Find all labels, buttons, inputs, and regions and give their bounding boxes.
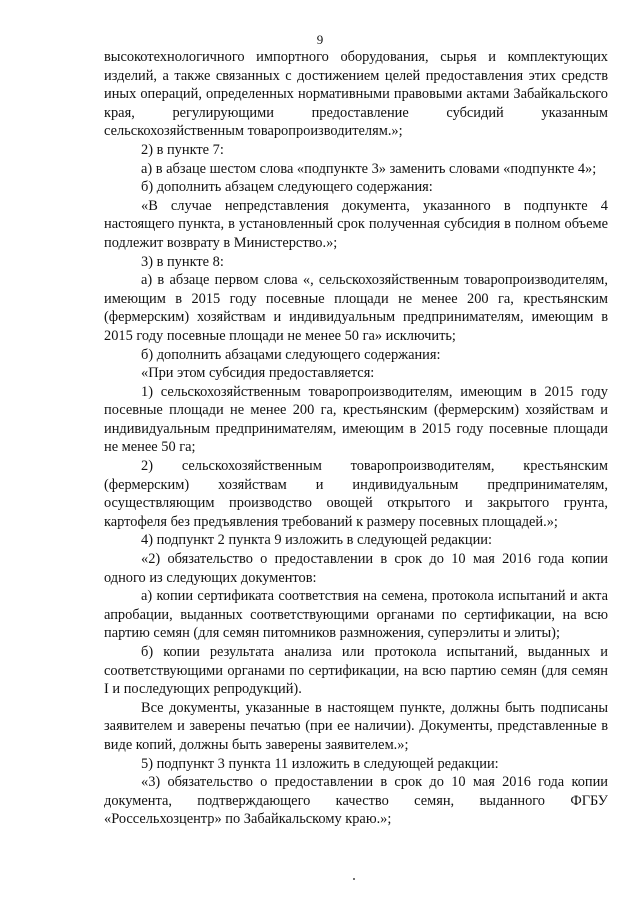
paragraph-2b: б) дополнить абзацем следующего содержания: [141, 179, 433, 196]
document-body [104, 48, 608, 829]
paragraph-2a: а) в абзаце шестом слова «подпункте 3» заменить словами «подпункте 4»; [141, 160, 597, 177]
paragraph-1-continuation: высокотехнологичного импортного оборудования, сырья и комплектующих изделий, а также связанных с достижением целей предоставления этих средств иных операций, определенных нормативными правовыми актами Забайкальского края, регулирующими предоставление субсидий указанным сельскохозяйственным товаропроизводителям.»; [104, 49, 608, 140]
paragraph-5-quote: «3) обязательство о предоставлении в срок до 10 мая 2016 года копии документа, подтверждающего качество семян, выданного ФГБУ «Россельхозцентр» по Забайкальскому краю.»; [104, 774, 608, 828]
paragraph-3b-quote-intro: «При этом субсидия предоставляется: [141, 365, 375, 382]
paragraph-4-item-b: б) копии результата анализа или протокола испытаний, выданных и соответствующими органами по сертификации, на всю партию семян (для семян I и последующих репродукций). [104, 644, 608, 698]
paragraph-2: 2) в пункте 7: [141, 141, 224, 158]
scan-speck [353, 878, 355, 880]
paragraph-3b: б) дополнить абзацами следующего содержания: [141, 346, 441, 363]
paragraph-5: 5) подпункт 3 пункта 11 изложить в следующей редакции: [141, 755, 499, 772]
paragraph-3: 3) в пункте 8: [141, 253, 224, 270]
paragraph-4-quote: «2) обязательство о предоставлении в срок до 10 мая 2016 года копии одного из следующих документов: [104, 551, 608, 586]
page-number: 9 [316, 32, 324, 47]
paragraph-3b-item-1: 1) сельскохозяйственным товаропроизводителям, имеющим в 2015 году посевные площади не менее 200 га, крестьянским (фермерским) хозяйствам и индивидуальным предпринимателям, имеющим в 2015 году посевные площади не менее 50 га; [104, 383, 608, 456]
paragraph-4: 4) подпункт 2 пункта 9 изложить в следующей редакции: [141, 532, 492, 549]
paragraph-3b-item-2: 2) сельскохозяйственным товаропроизводителям, крестьянским (фермерским) хозяйствам и индивидуальным предпринимателям, осуществляющим производство овощей открытого и закрытого грунта, картофеля без предъявления требований к размеру посевных площадей.»; [104, 458, 608, 530]
paragraph-4-closing: Все документы, указанные в настоящем пункте, должны быть подписаны заявителем и заверены печатью (при ее наличии). Документы, представленные в виде копий, должны быть заверены заявителем.»; [104, 699, 608, 753]
paragraph-3a: а) в абзаце первом слова «, сельскохозяйственным товаропроизводителям, имеющим в 2015 году посевные площади не менее 200 га, крестьянским (фермерским) хозяйствам и индивидуальным предпринимателям, имеющим в 2015 году посевные площади не менее 50 га» исключить; [104, 272, 608, 344]
paragraph-2b-quote: «В случае непредставления документа, указанного в подпункте 4 настоящего пункта, в установленный срок полученная субсидия в полном объеме подлежит возврату в Министерство.»; [104, 197, 608, 251]
paragraph-4-item-a: а) копии сертификата соответствия на семена, протокола испытаний и акта апробации, выданных соответствующими органами по сертификации, на всю партию семян (для семян питомников размножения, суперэлиты и элиты); [104, 588, 608, 642]
